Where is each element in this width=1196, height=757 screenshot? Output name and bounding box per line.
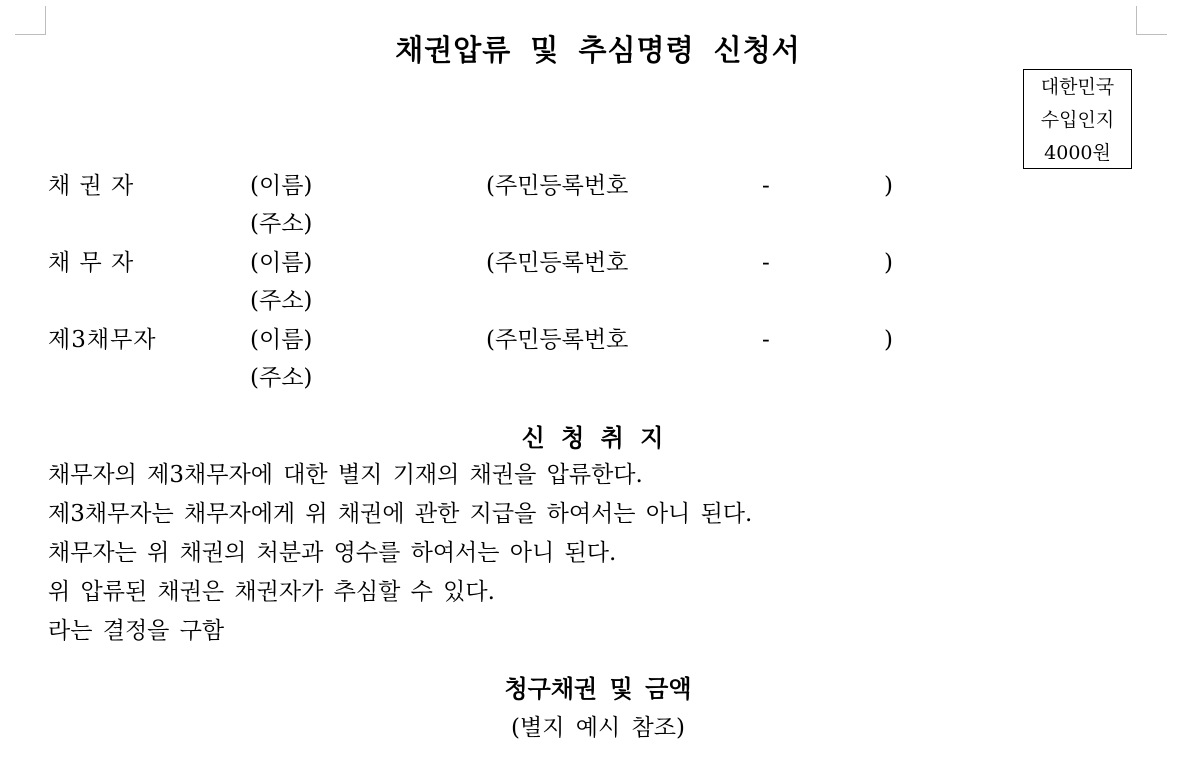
document-title: 채권압류 및 추심명령 신청서 [395, 33, 801, 67]
party-role: 채 무 자 [48, 250, 135, 276]
name-label: (이름) [250, 250, 313, 276]
purpose-line: 채무자는 위 채권의 처분과 영수를 하여서는 아니 된다. [48, 540, 617, 566]
claim-note: (별지 예시 참조) [511, 715, 685, 741]
stamp-line-3: 4000원 [1044, 142, 1111, 164]
address-label: (주소) [250, 211, 313, 237]
resident-number-separator: - [762, 327, 770, 353]
purpose-line: 위 압류된 채권은 채권자가 추심할 수 있다. [48, 579, 495, 605]
resident-number-close: ) [884, 173, 893, 199]
purpose-heading: 신 청 취 지 [521, 424, 667, 452]
claim-heading: 청구채권 및 금액 [504, 675, 692, 703]
purpose-line: 제3채무자는 채무자에게 위 채권에 관한 지급을 하여서는 아니 된다. [48, 501, 753, 527]
purpose-line: 채무자의 제3채무자에 대한 별지 기재의 채권을 압류한다. [48, 462, 643, 488]
revenue-stamp-box [1023, 69, 1132, 169]
stamp-line-2: 수입인지 [1040, 109, 1115, 131]
name-label: (이름) [250, 173, 313, 199]
party-role: 제3채무자 [48, 327, 157, 353]
resident-number-close: ) [884, 327, 893, 353]
party-third-debtor [0, 325, 1196, 401]
resident-number-separator: - [762, 173, 770, 199]
resident-number-label: (주민등록번호 [486, 173, 629, 199]
party-debtor [0, 248, 1196, 324]
stamp-line-1: 대한민국 [1040, 76, 1115, 98]
address-label: (주소) [250, 365, 313, 391]
purpose-line: 라는 결정을 구함 [48, 618, 225, 644]
party-role: 채 권 자 [48, 173, 135, 199]
party-creditor [0, 171, 1196, 247]
purpose-body [48, 456, 752, 651]
name-label: (이름) [250, 327, 313, 353]
resident-number-close: ) [884, 250, 893, 276]
resident-number-label: (주민등록번호 [486, 250, 629, 276]
address-label: (주소) [250, 288, 313, 314]
resident-number-label: (주민등록번호 [486, 327, 629, 353]
resident-number-separator: - [762, 250, 770, 276]
